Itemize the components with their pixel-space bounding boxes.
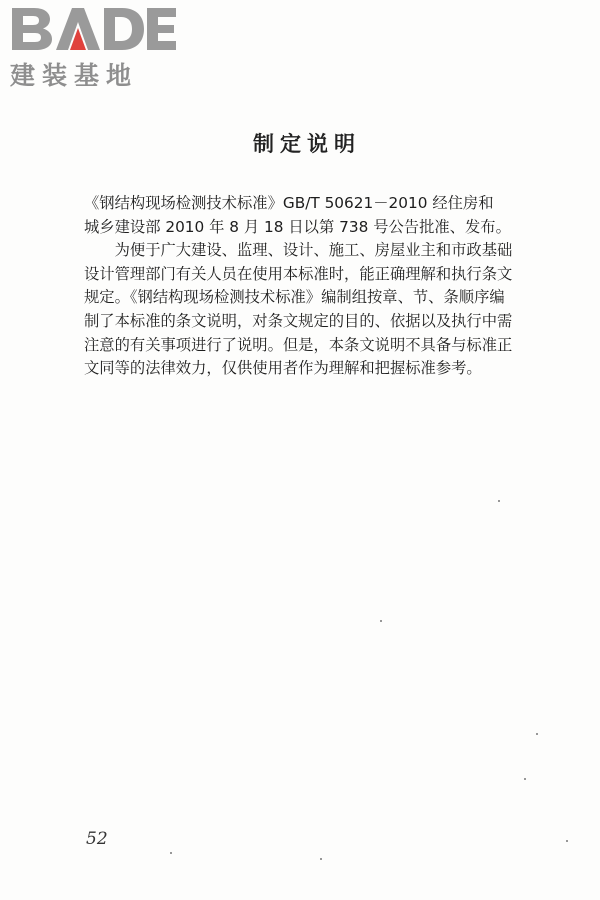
scan-speck	[320, 858, 322, 860]
text-line: 文同等的法律效力，仅供使用者作为理解和把握标准参考。	[84, 359, 482, 378]
scan-speck	[498, 500, 500, 502]
bade-logo	[8, 4, 188, 90]
paragraph-2	[84, 239, 524, 381]
scan-speck	[566, 840, 568, 842]
page-number: 52	[86, 829, 108, 849]
page-title: 制定说明	[253, 132, 361, 156]
body-text	[84, 192, 524, 381]
text-line: 城乡建设部 2010 年 8 月 18 日以第 738 号公告批准、发布。	[84, 217, 511, 236]
scan-speck	[170, 852, 172, 854]
bade-wordmark-logo	[8, 4, 178, 54]
text-line: 设计管理部门有关人员在使用本标准时，能正确理解和执行条文	[84, 264, 513, 283]
text-line: 注意的有关事项进行了说明。但是，本条文说明不具备与标准正	[84, 335, 513, 354]
text-line: 规定。《钢结构现场检测技术标准》编制组按章、节、条顺序编	[84, 288, 505, 307]
text-line: 《钢结构现场检测技术标准》GB/T 50621－2010 经住房和	[84, 194, 494, 212]
logo-subtitle: 建装基地	[10, 61, 139, 90]
text-line: 为便于广大建设、监理、设计、施工、房屋业主和市政基础	[84, 241, 513, 260]
scan-speck	[524, 778, 526, 780]
scan-speck	[536, 733, 538, 735]
paragraph-1	[84, 192, 524, 239]
text-line: 制了本标准的条文说明，对条文规定的目的、依据以及执行中需	[84, 311, 513, 330]
scan-speck	[380, 620, 382, 622]
